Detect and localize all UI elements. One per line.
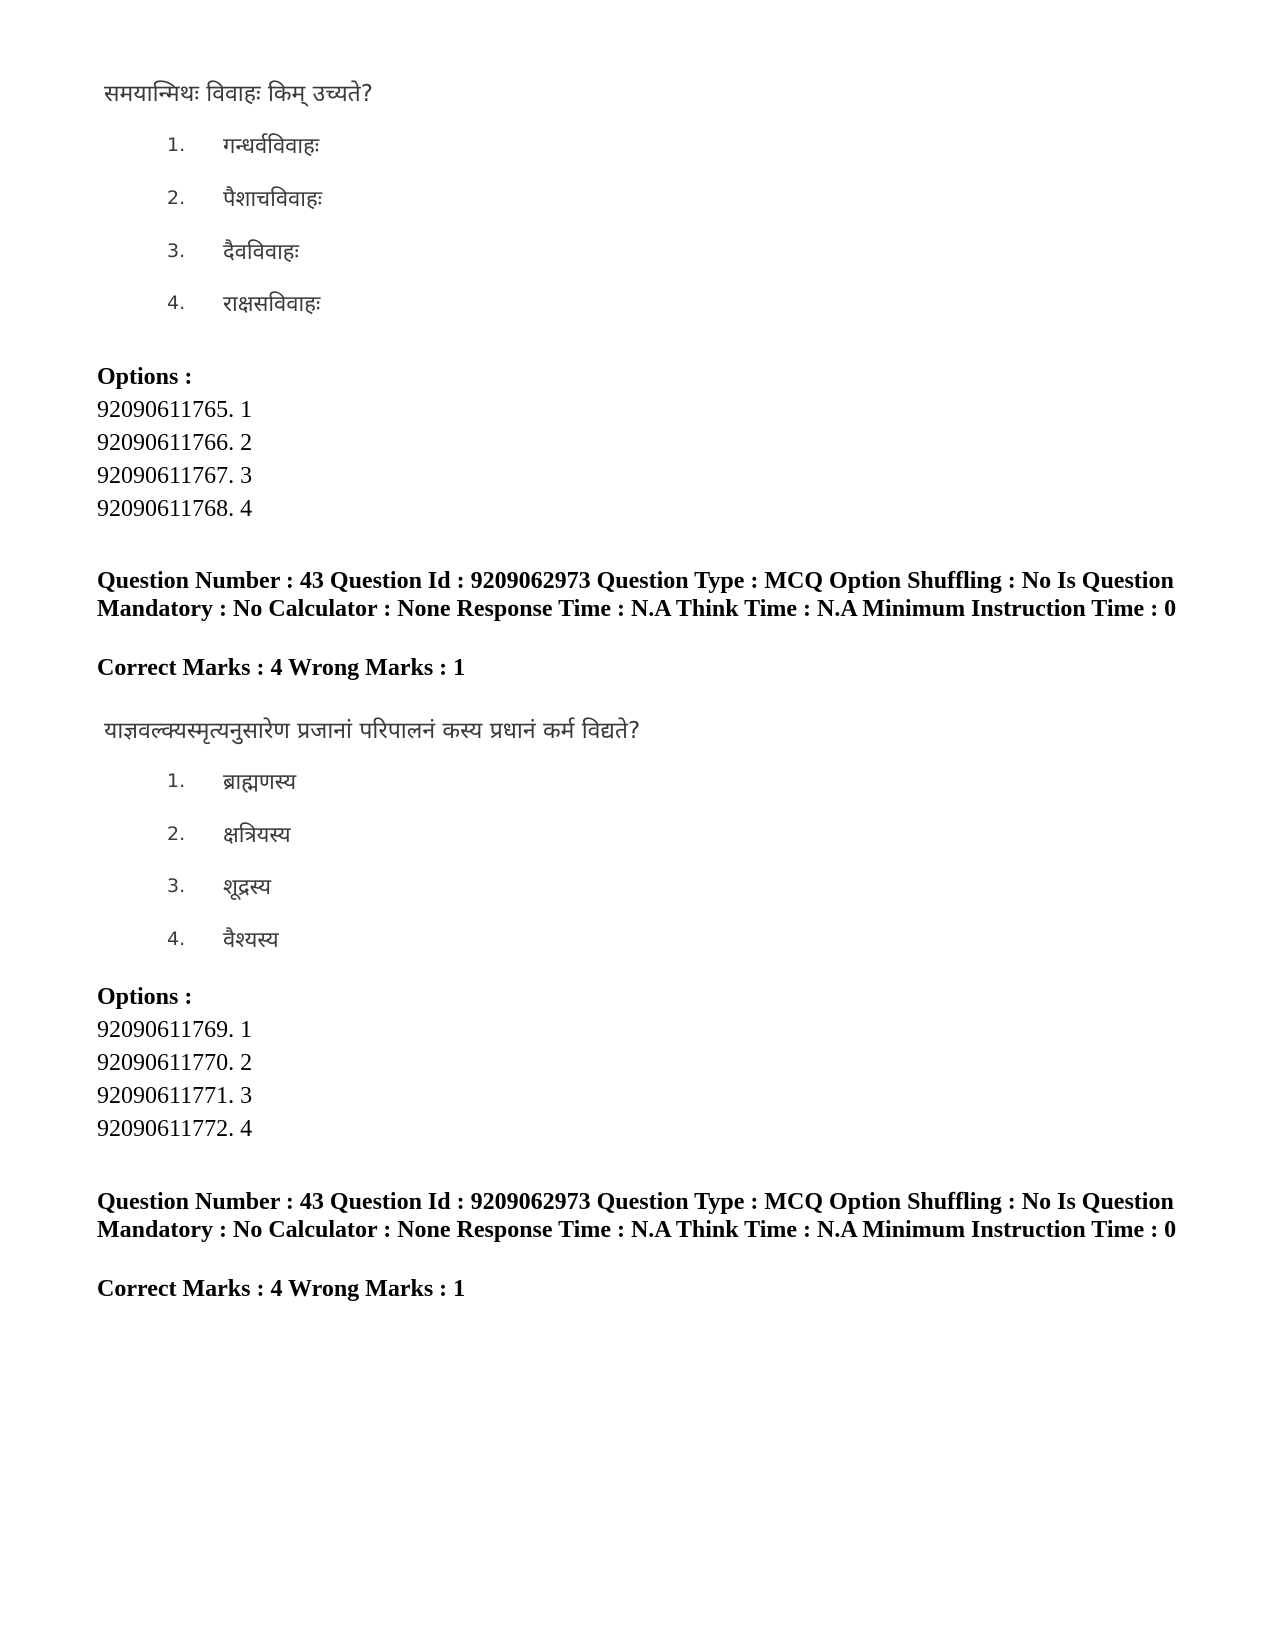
question-meta: Question Number : 43 Question Id : 9209062973 Question Type : MCQ Option Shuffling : No Is Question Mandatory : No Calculator : None Response Time : N.A Think Time : N.A Minimum Instruction Time : 0 (97, 1189, 1177, 1243)
option-id: 92090611770. 2 (97, 1050, 253, 1076)
choice-number: 4. (167, 292, 186, 314)
choice-number: 4. (167, 928, 186, 950)
option-id: 92090611771. 3 (97, 1083, 253, 1109)
choice-text: दैवविवाहः (223, 240, 299, 265)
choice-text: ब्राह्मणस्य (223, 770, 297, 795)
choice-text: पैशाचविवाहः (223, 187, 323, 212)
choice-number: 2. (167, 187, 186, 209)
question-marks: Correct Marks : 4 Wrong Marks : 1 (97, 1276, 466, 1302)
question-choice (167, 923, 279, 955)
choice-text: क्षत्रियस्य (223, 823, 291, 848)
option-id: 92090611768. 4 (97, 496, 253, 522)
question-marks: Correct Marks : 4 Wrong Marks : 1 (97, 655, 466, 681)
choice-text: शूद्रस्य (223, 875, 271, 900)
option-id: 92090611769. 1 (97, 1017, 253, 1043)
choice-number: 3. (167, 240, 186, 262)
question-choice (167, 287, 320, 319)
choice-number: 3. (167, 875, 186, 897)
choice-number: 1. (167, 770, 186, 792)
choice-text: वैश्यस्य (223, 928, 279, 953)
question-choice (167, 818, 291, 850)
option-id: 92090611767. 3 (97, 463, 253, 489)
choice-text: गन्धर्वविवाहः (223, 134, 320, 159)
option-id: 92090611766. 2 (97, 430, 253, 456)
question-choice (167, 129, 319, 161)
question-choice (167, 182, 322, 214)
options-heading: Options : (97, 364, 193, 390)
options-heading: Options : (97, 984, 193, 1010)
option-id: 92090611765. 1 (97, 397, 253, 423)
choice-text: राक्षसविवाहः (223, 292, 321, 317)
question-choice (167, 870, 271, 902)
question-stem: याज्ञवल्क्यस्मृत्यनुसारेण प्रजानां परिपालनं कस्य प्रधानं कर्म विद्यते? (104, 718, 641, 744)
option-id: 92090611772. 4 (97, 1116, 253, 1142)
question-stem: समयान्मिथः विवाहः किम् उच्यते? (104, 81, 373, 107)
question-meta: Question Number : 43 Question Id : 9209062973 Question Type : MCQ Option Shuffling : No Is Question Mandatory : No Calculator : None Response Time : N.A Think Time : N.A Minimum Instruction Time : 0 (97, 568, 1177, 622)
question-choice (167, 235, 299, 267)
question-choice (167, 765, 296, 797)
choice-number: 1. (167, 134, 186, 156)
choice-number: 2. (167, 823, 186, 845)
